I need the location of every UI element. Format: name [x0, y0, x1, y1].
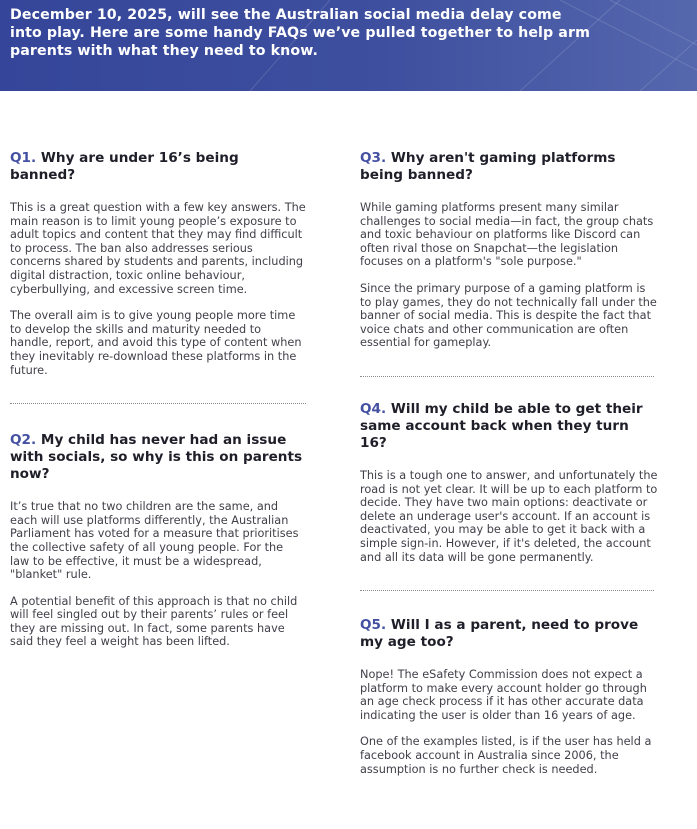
question-number: Q2.	[10, 432, 37, 449]
question-text: Will my child be able to get their same account back when they turn 16?	[360, 400, 643, 451]
faq-question	[10, 150, 306, 184]
answer-paragraph: The overall aim is to give young people more time to develop the skills and maturity needed to handle, report, and avoid this type of content when they inevitably re-download these platforms in the future.	[10, 309, 302, 377]
question-number: Q5.	[360, 617, 387, 634]
faq-column-left	[10, 150, 306, 649]
question-number: Q4.	[360, 400, 387, 417]
faq-question	[360, 617, 660, 651]
faq-q3	[360, 150, 660, 350]
question-text: My child has never had an issue with socials, so why is this on parents now?	[10, 432, 303, 483]
question-text: Will I as a parent, need to prove my age too?	[360, 617, 639, 651]
banner-text: December 10, 2025, will see the Australian social media delay come into play. Here are some handy FAQs we’ve pulled together to help arm parents with what they need to know.	[10, 7, 590, 59]
faq-question	[360, 150, 660, 184]
faq-question	[360, 401, 660, 452]
divider	[360, 590, 654, 591]
question-number: Q3.	[360, 150, 387, 166]
faq-q5	[360, 617, 660, 776]
answer-paragraph: Since the primary purpose of a gaming platform is to play games, they do not technically fall under the banner of social media. This is despite the fact that voice chats and other communication are often essential for gameplay.	[360, 281, 657, 350]
answer-paragraph: One of the examples listed, is if the user has held a facebook account in Australia since 2006, the assumption is no further check is needed.	[360, 735, 652, 776]
answer-paragraph: This is a great question with a few key answers. The main reason is to limit young people’s exposure to adult topics and content that they may find difficult to process. The ban also addresses serious concerns shared by students and parents, including digital distraction, toxic online behaviour, cyberbullying, and excessive screen time.	[10, 201, 306, 296]
divider	[10, 403, 306, 404]
faq-question	[10, 432, 306, 483]
question-text: Why are under 16’s being banned?	[10, 150, 239, 183]
header-banner	[0, 0, 697, 91]
faq-column-right	[360, 150, 660, 776]
divider	[360, 376, 654, 377]
faq-q1	[10, 150, 306, 377]
answer-paragraph: This is a tough one to answer, and unfortunately the road is not yet clear. It will be up to each platform to decide. They have two main options: deactivate or delete an underage user's account. If an account is deactivated, you may be able to get it back with a simple sign-in. However, if it's deleted, the account and all its data will be gone permanently.	[360, 468, 658, 564]
answer-paragraph: It’s true that no two children are the same, and each will use platforms differently, the Australian Parliament has voted for a measure that prioritises the collective safety of all young people. For the law to be effective, it must be a widespread, "blanket" rule.	[10, 500, 299, 582]
question-text: Why aren't gaming platforms being banned?	[360, 150, 616, 183]
faq-q2	[10, 432, 306, 649]
faq-q4	[360, 401, 660, 564]
answer-paragraph: While gaming platforms present many similar challenges to social media—in fact, the group chats and toxic behaviour on platforms like Discord can often rival those on Snapchat—the legislation focuses on a platform's "sole purpose."	[360, 201, 654, 269]
answer-paragraph: A potential benefit of this approach is that no child will feel singled out by their parents’ rules or feel they are missing out. In fact, some parents have said they feel a weight has been lifted.	[10, 594, 298, 649]
question-number: Q1.	[10, 150, 37, 166]
answer-paragraph: Nope! The eSafety Commission does not expect a platform to make every account holder go through an age check process if it has other accurate data indicating the user is older than 16 years of age.	[360, 668, 647, 722]
